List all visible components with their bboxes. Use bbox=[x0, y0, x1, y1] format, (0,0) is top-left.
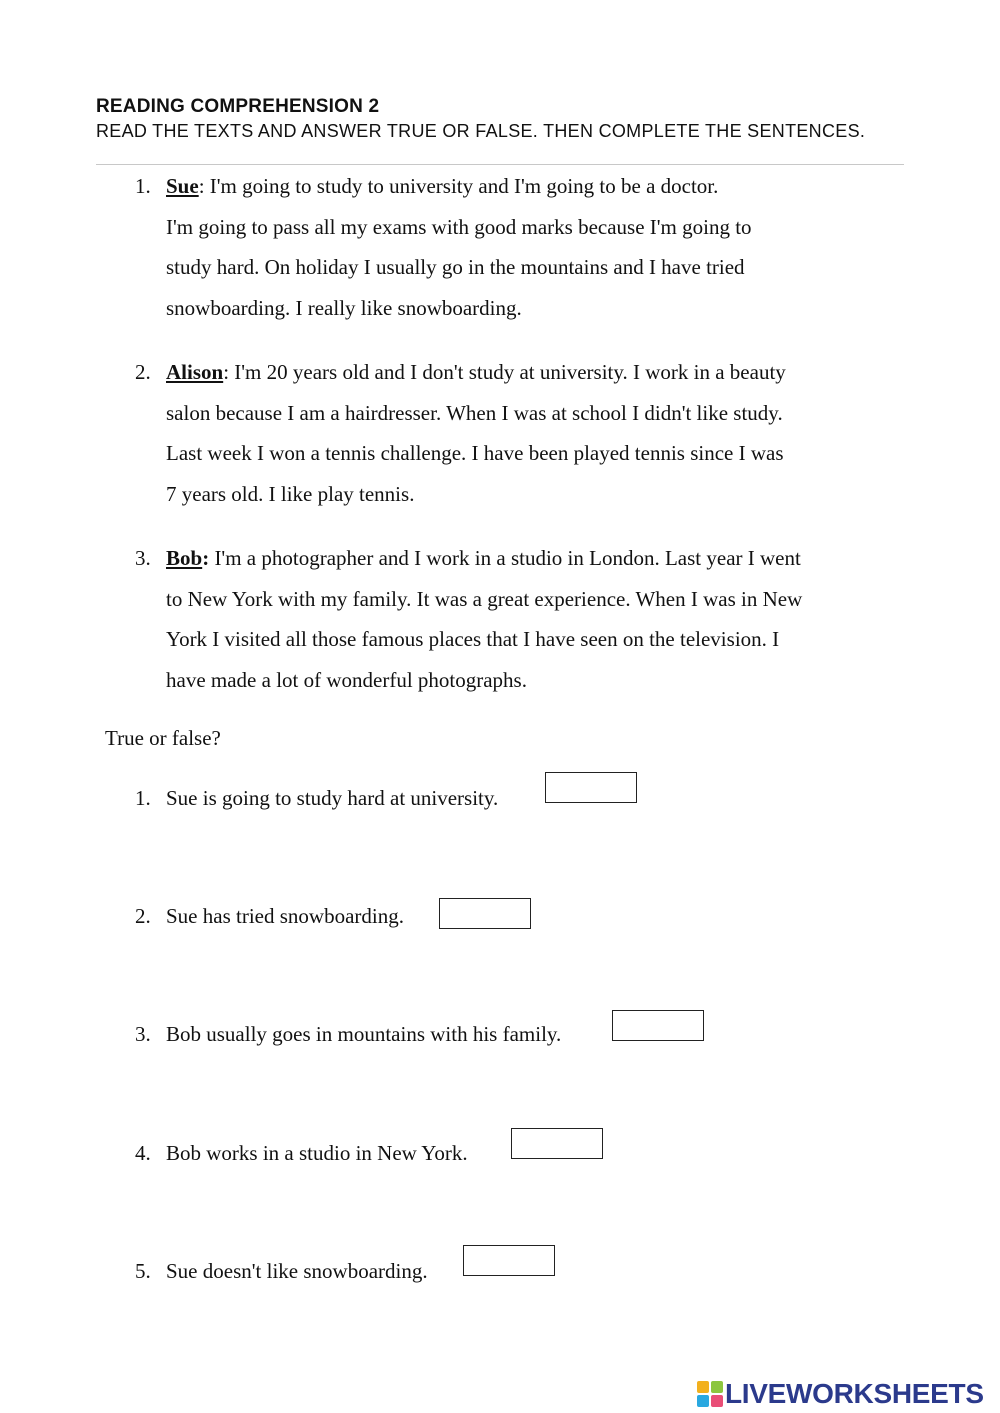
passage-line: York I visited all those famous places that I have seen on the television. I bbox=[166, 627, 780, 652]
question-text: Bob works in a studio in New York. bbox=[166, 1141, 468, 1165]
passage-line: 7 years old. I like play tennis. bbox=[166, 482, 415, 507]
passage-line: I'm going to pass all my exams with good marks because I'm going to bbox=[166, 214, 752, 239]
passage-line: have made a lot of wonderful photographs. bbox=[166, 668, 527, 693]
passage-number: 2. bbox=[135, 360, 151, 384]
worksheet-title: READING COMPREHENSION 2 bbox=[96, 96, 380, 117]
question-4 bbox=[135, 1138, 468, 1168]
answer-box-4[interactable] bbox=[511, 1128, 603, 1159]
true-false-heading: True or false? bbox=[105, 726, 221, 750]
question-1 bbox=[135, 783, 499, 813]
question-5 bbox=[135, 1256, 428, 1286]
passage-line: snowboarding. I really like snowboarding. bbox=[166, 296, 522, 321]
answer-box-2[interactable] bbox=[439, 898, 531, 929]
header-divider bbox=[96, 164, 904, 165]
question-number: 5. bbox=[135, 1259, 151, 1283]
passage-bob bbox=[135, 538, 891, 701]
speaker-colon: : bbox=[223, 360, 230, 384]
passage-text: I'm 20 years old and I don't study at university. I work in a beauty bbox=[229, 360, 786, 384]
speaker-name: Bob bbox=[166, 546, 203, 570]
question-number: 4. bbox=[135, 1141, 151, 1165]
answer-box-3[interactable] bbox=[612, 1010, 704, 1041]
passage-alison bbox=[135, 352, 891, 515]
answer-box-5[interactable] bbox=[463, 1245, 555, 1276]
passage-line bbox=[166, 538, 891, 579]
question-text: Bob usually goes in mountains with his family. bbox=[166, 1022, 562, 1046]
liveworksheets-logo bbox=[697, 1377, 984, 1411]
passage-line: study hard. On holiday I usually go in the mountains and I have tried bbox=[166, 255, 745, 280]
passage-line bbox=[166, 352, 891, 393]
question-number: 2. bbox=[135, 904, 151, 928]
passage-line: Last week I won a tennis challenge. I have been played tennis since I was bbox=[166, 441, 784, 466]
question-3 bbox=[135, 1019, 562, 1049]
worksheet-header bbox=[96, 95, 904, 143]
question-text: Sue has tried snowboarding. bbox=[166, 904, 404, 928]
speaker-name: Sue bbox=[166, 174, 199, 198]
speaker-colon: : bbox=[202, 546, 210, 570]
logo-mark-icon bbox=[697, 1381, 723, 1407]
speaker-colon: : bbox=[198, 174, 205, 198]
passage-text: I'm going to study to university and I'm going to be a doctor. bbox=[204, 174, 719, 198]
passage-line: to New York with my family. It was a great experience. When I was in New bbox=[166, 586, 803, 611]
passage-line bbox=[166, 166, 891, 207]
logo-square bbox=[697, 1381, 709, 1393]
question-number: 3. bbox=[135, 1022, 151, 1046]
question-2 bbox=[135, 901, 404, 931]
brand-name: LIVEWORKSHEETS bbox=[725, 1378, 984, 1409]
logo-square bbox=[711, 1395, 723, 1407]
passage-number: 3. bbox=[135, 546, 151, 570]
worksheet-instructions: READ THE TEXTS AND ANSWER TRUE OR FALSE. THEN COMPLETE THE SENTENCES. bbox=[96, 121, 866, 141]
speaker-name: Alison bbox=[166, 360, 224, 384]
logo-square bbox=[697, 1395, 709, 1407]
passage-line: salon because I am a hairdresser. When I was at school I didn't like study. bbox=[166, 400, 783, 425]
question-number: 1. bbox=[135, 786, 151, 810]
passage-text: I'm a photographer and I work in a studio in London. Last year I went bbox=[209, 546, 801, 570]
passage-sue bbox=[135, 166, 891, 329]
question-text: Sue is going to study hard at university. bbox=[166, 786, 499, 810]
answer-box-1[interactable] bbox=[545, 772, 637, 803]
question-text: Sue doesn't like snowboarding. bbox=[166, 1259, 428, 1283]
passage-number: 1. bbox=[135, 174, 151, 198]
logo-square bbox=[711, 1381, 723, 1393]
